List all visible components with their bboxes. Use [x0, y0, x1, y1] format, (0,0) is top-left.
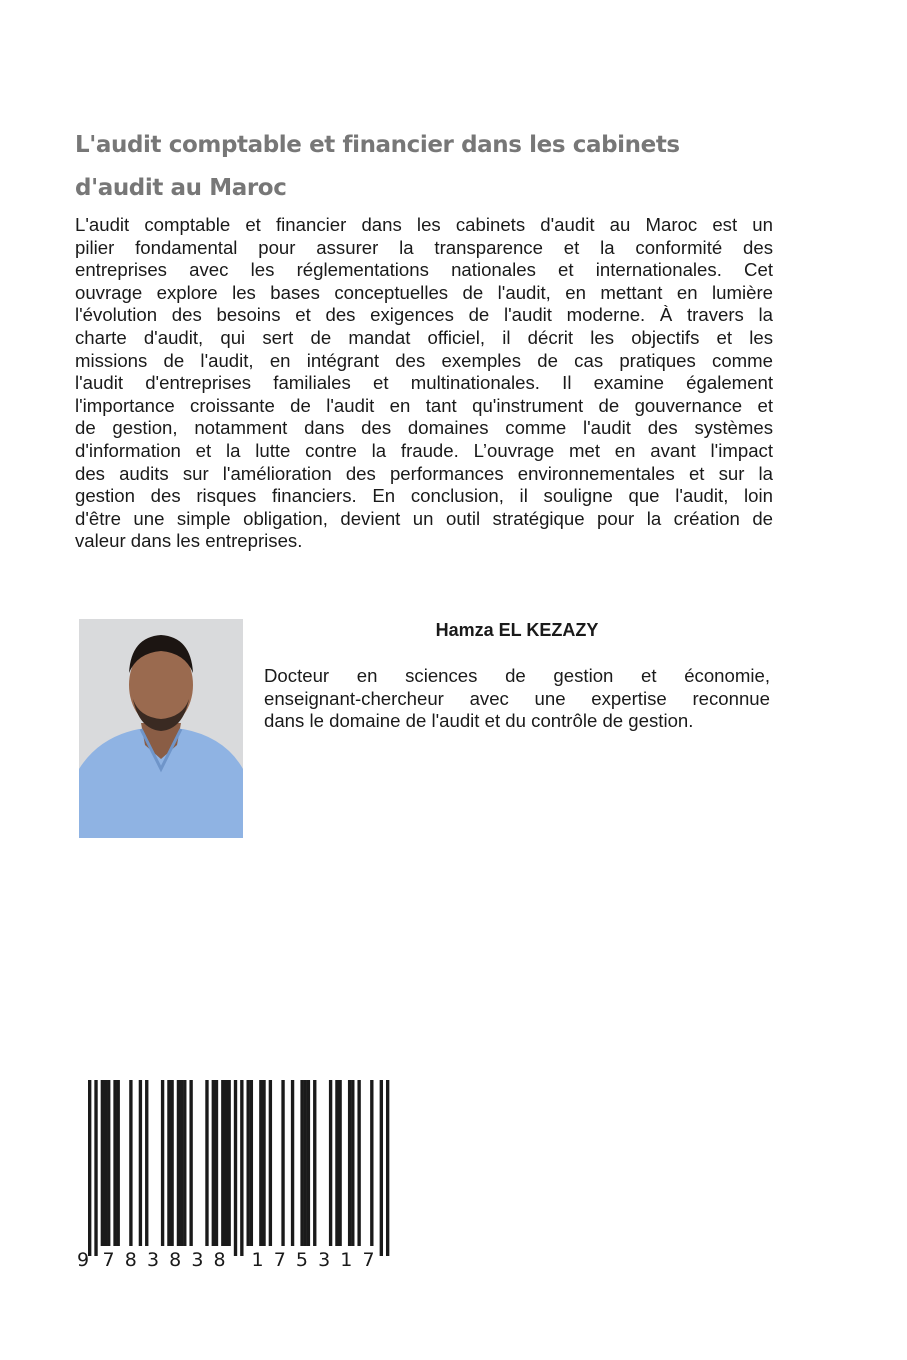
barcode-bar: [167, 1080, 170, 1246]
barcode-bar: [269, 1080, 272, 1246]
barcode-digit: 3: [318, 1249, 331, 1271]
barcode-bar: [129, 1080, 132, 1246]
barcode-bar: [329, 1080, 332, 1246]
barcode-bar: [189, 1080, 192, 1246]
barcode-bar: [300, 1080, 303, 1246]
barcode-bar: [348, 1080, 351, 1246]
barcode-bar: [259, 1080, 262, 1246]
barcode-bar: [221, 1080, 224, 1246]
text-line: l'audit d'entreprises familiales et multinationales. Il examine également: [75, 372, 773, 394]
barcode-digit: 5: [295, 1249, 309, 1271]
barcode-bar: [234, 1080, 237, 1256]
text-line: enseignant-chercheur avec une expertise reconnue: [264, 687, 770, 709]
barcode-digit: 3: [191, 1249, 204, 1271]
text-line: d'information et la lutte contre la fraude. L’ouvrage met en avant l'impact: [75, 439, 773, 461]
barcode-bar: [107, 1080, 110, 1246]
barcode-bar: [161, 1080, 164, 1246]
barcode-digit: 7: [362, 1249, 375, 1271]
text-line: l'évolution des besoins et des exigences de l'audit moderne. À travers la: [75, 304, 773, 326]
barcode-bar: [262, 1080, 265, 1246]
text-line: gestion des risques financiers. En conclusion, il souligne que l'audit, loin: [75, 485, 773, 507]
barcode-digit: 8: [213, 1249, 226, 1271]
barcode-bar: [338, 1080, 341, 1246]
barcode-bar: [170, 1080, 173, 1246]
barcode-bar: [224, 1080, 227, 1246]
barcode-bar: [180, 1080, 183, 1246]
barcode-bar: [104, 1080, 107, 1246]
title-line: L'audit comptable et financier dans les cabinets: [75, 132, 680, 158]
text-line: Docteur en sciences de gestion et économie,: [264, 665, 770, 686]
text-line: charte d'audit, qui sert de mandat officiel, il décrit les objectifs et les: [75, 326, 773, 348]
barcode-bar: [380, 1080, 383, 1256]
text-line: l'importance croissante de l'audit en tant qu'instrument de gouvernance et: [75, 394, 773, 416]
author-photo: [79, 619, 243, 838]
barcode-bar: [357, 1080, 360, 1246]
barcode-bar: [291, 1080, 294, 1246]
barcode-digit: 9: [77, 1249, 90, 1271]
barcode-bar: [215, 1080, 218, 1246]
barcode-bar: [88, 1080, 91, 1256]
author-bio: [264, 665, 770, 733]
text-line: entreprises avec les réglementations nationales et internationales. Cet: [75, 259, 773, 281]
barcode-digit: 8: [124, 1249, 137, 1271]
barcode-digit: 8: [169, 1249, 182, 1271]
barcode-bar: [212, 1080, 215, 1246]
title-line: d'audit au Maroc: [75, 175, 287, 201]
barcode-bar: [205, 1080, 208, 1246]
barcode-digit: 7: [273, 1249, 286, 1271]
author-name: Hamza EL KEZAZY: [435, 620, 599, 640]
barcode-bar: [370, 1080, 373, 1246]
text-line: dans le domaine de l'audit et du contrôle de gestion.: [264, 710, 694, 732]
text-line: d'être une simple obligation, devient un outil stratégique pour la création de: [75, 507, 773, 529]
barcode-bar: [335, 1080, 338, 1246]
barcode-bar: [281, 1080, 284, 1246]
barcode-bar: [101, 1080, 104, 1246]
barcode-bar: [177, 1080, 180, 1246]
text-line: ouvrage explore les bases conceptuelles de l'audit, en mettant en lumière: [75, 281, 773, 303]
barcode-bar: [94, 1080, 97, 1256]
barcode-bar: [351, 1080, 354, 1246]
book-summary: [75, 214, 773, 553]
barcode-bar: [307, 1080, 310, 1246]
barcode-bar: [113, 1080, 116, 1246]
isbn-barcode: [76, 1078, 396, 1273]
book-title: [75, 124, 795, 210]
barcode-bar: [240, 1080, 243, 1256]
barcode-bar: [304, 1080, 307, 1246]
barcode-digit: 1: [340, 1249, 353, 1271]
barcode-bar: [250, 1080, 253, 1246]
text-line: pilier fondamental pour assurer la transparence et la conformité des: [75, 236, 773, 258]
barcode-bar: [247, 1080, 250, 1246]
barcode-bar: [227, 1080, 230, 1246]
text-line: des audits sur l'amélioration des performances environnementales et sur la: [75, 462, 773, 484]
barcode-digit: 3: [146, 1249, 160, 1271]
text-line: valeur dans les entreprises.: [75, 530, 303, 552]
barcode-bar: [145, 1080, 148, 1246]
barcode-bar: [117, 1080, 120, 1246]
barcode-digit: 7: [102, 1249, 115, 1271]
barcode-bar: [386, 1080, 389, 1256]
text-line: L'audit comptable et financier dans les cabinets d'audit au Maroc est un: [75, 214, 773, 235]
text-line: missions de l'audit, en intégrant des exemples de cas pratiques comme: [75, 349, 773, 371]
barcode-bar: [313, 1080, 316, 1246]
text-line: de gestion, notamment dans des domaines comme l'audit des systèmes: [75, 417, 773, 439]
barcode-bar: [139, 1080, 142, 1246]
barcode-bar: [183, 1080, 186, 1246]
barcode-digit: 1: [251, 1249, 264, 1271]
